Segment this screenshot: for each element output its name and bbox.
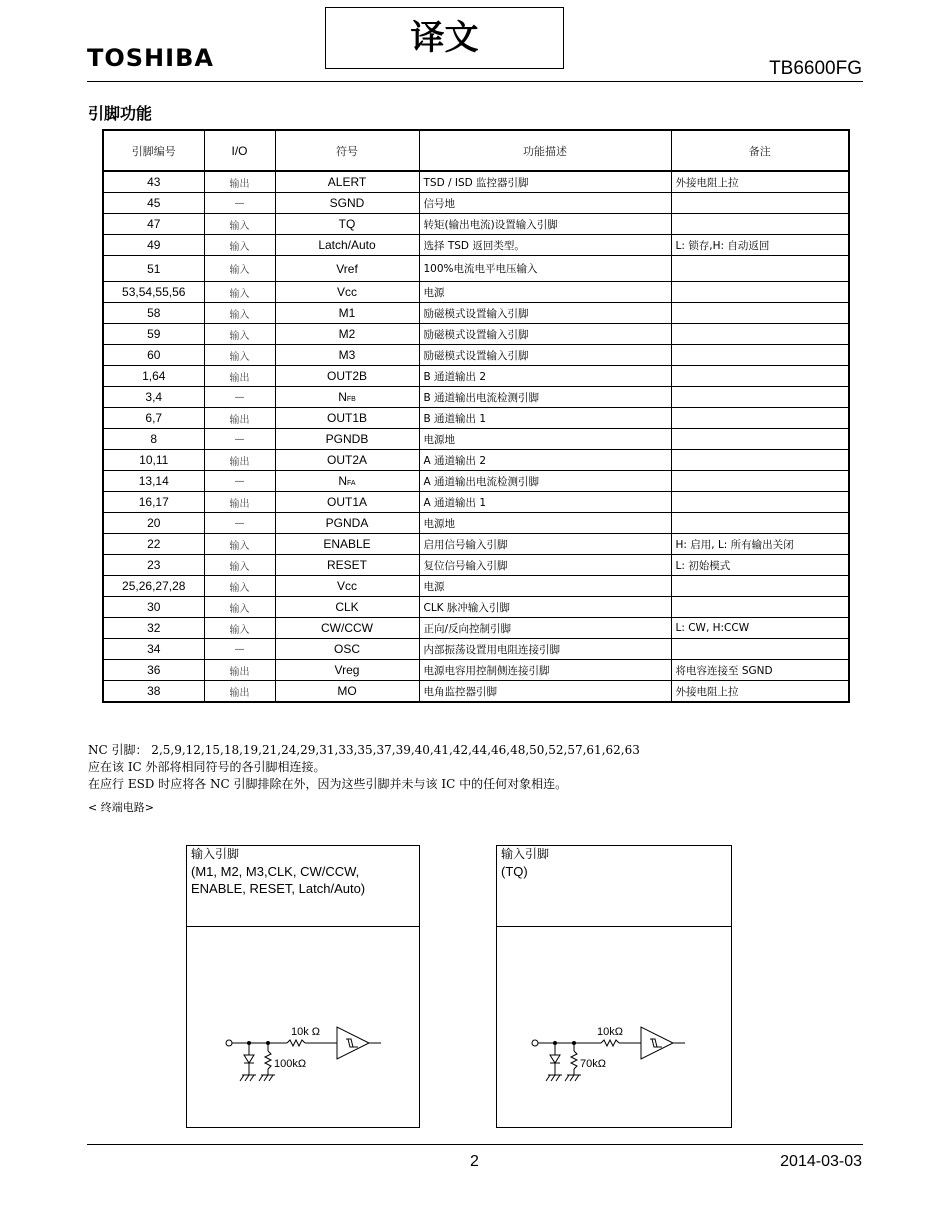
diode-icon [244,1055,254,1063]
series-resistor-label: 10k Ω [291,1026,321,1038]
symbol-cell: NFA [275,471,419,492]
symbol-cell: OUT1A [275,492,419,513]
table-row [103,681,849,703]
io-cell: 输入 [204,282,275,303]
input-terminal-icon [226,1040,232,1046]
remarks-cell: L: CW, H:CCW [671,618,849,639]
function-cell: 100%电流电平电压输入 [419,256,671,282]
table-row [103,345,849,366]
remarks-cell [671,324,849,345]
function-cell: B 通道输出 1 [419,408,671,429]
terminal-circuit-title: < 终端电路> [88,801,154,814]
function-cell: 复位信号输入引脚 [419,555,671,576]
pulldown-resistor-icon [265,1051,271,1069]
footer-divider [87,1144,863,1145]
function-cell: 励磁模式设置输入引脚 [419,324,671,345]
symbol-cell: OUT2B [275,366,419,387]
symbol-cell: M2 [275,324,419,345]
io-cell: 输出 [204,366,275,387]
io-cell: — [204,387,275,408]
symbol-cell: Latch/Auto [275,235,419,256]
section-title: 引脚功能 [88,104,153,123]
io-cell: — [204,429,275,450]
input-circuit-box-2 [496,845,732,1128]
table-row [103,597,849,618]
remarks-cell [671,303,849,324]
function-cell: TSD / ISD 监控器引脚 [419,171,671,193]
input-terminal-icon [532,1040,538,1046]
remarks-cell [671,387,849,408]
function-cell: 励磁模式设置输入引脚 [419,345,671,366]
io-cell: 输出 [204,171,275,193]
pin-number-cell: 30 [103,597,204,618]
table-row [103,282,849,303]
function-cell: 启用信号输入引脚 [419,534,671,555]
table-row [103,324,849,345]
io-cell: — [204,471,275,492]
table-row [103,214,849,235]
symbol-cell: M3 [275,345,419,366]
symbol-cell: Vreg [275,660,419,681]
table-row [103,534,849,555]
resistor-icon [287,1040,305,1046]
table-row [103,303,849,324]
remarks-cell: 将电容连接至 SGND [671,660,849,681]
same-symbol-note: 应在该 IC 外部将相同符号的各引脚相连接。 [88,760,326,774]
pulldown-resistor-label: 70kΩ [580,1058,606,1070]
remarks-cell [671,450,849,471]
pin-number-cell: 10,11 [103,450,204,471]
circuit-title: 输入引脚 [191,847,240,861]
function-cell: 内部振荡设置用电阻连接引脚 [419,639,671,660]
pin-number-cell: 45 [103,193,204,214]
circuit-header [187,846,419,927]
pin-number-cell: 36 [103,660,204,681]
symbol-cell: NFB [275,387,419,408]
function-cell: 电源地 [419,513,671,534]
remarks-cell: 外接电阻上拉 [671,681,849,703]
pin-number-cell: 60 [103,345,204,366]
pin-number-cell: 49 [103,235,204,256]
remarks-cell: 外接电阻上拉 [671,171,849,193]
pin-number-cell: 32 [103,618,204,639]
symbol-cell: ENABLE [275,534,419,555]
remarks-cell: L: 初始模式 [671,555,849,576]
io-cell: 输入 [204,345,275,366]
remarks-cell: H: 启用, L: 所有输出关闭 [671,534,849,555]
remarks-cell [671,256,849,282]
pin-number-cell: 6,7 [103,408,204,429]
resistor-icon [601,1040,619,1046]
table-row [103,235,849,256]
function-cell: 选择 TSD 返回类型。 [419,235,671,256]
table-row [103,193,849,214]
pin-number-cell: 53,54,55,56 [103,282,204,303]
symbol-cell: CW/CCW [275,618,419,639]
io-cell: — [204,513,275,534]
remarks-cell [671,429,849,450]
col-header-remarks: 备注 [671,130,849,171]
pulldown-resistor-icon [571,1051,577,1069]
circuit-header [497,846,731,927]
pin-number-cell: 22 [103,534,204,555]
remarks-cell [671,193,849,214]
schmitt-buffer-icon [641,1027,673,1059]
table-row [103,639,849,660]
schmitt-buffer-icon [337,1027,369,1059]
pin-number-cell: 43 [103,171,204,193]
function-cell: 电源 [419,576,671,597]
table-row [103,429,849,450]
remarks-cell: L: 锁存,H: 自动返回 [671,235,849,256]
table-row [103,513,849,534]
io-cell: 输出 [204,492,275,513]
pin-number-cell: 23 [103,555,204,576]
io-cell: 输出 [204,660,275,681]
table-body [103,171,849,702]
symbol-cell: M1 [275,303,419,324]
function-cell: 电角监控器引脚 [419,681,671,703]
function-cell: B 通道输出 2 [419,366,671,387]
pin-number-cell: 8 [103,429,204,450]
tq-circuit-schematic [497,927,731,1127]
symbol-cell: Vcc [275,576,419,597]
symbol-cell: OUT2A [275,450,419,471]
pin-number-cell: 20 [103,513,204,534]
io-cell: — [204,639,275,660]
io-cell: 输入 [204,618,275,639]
table-row [103,555,849,576]
io-cell: 输出 [204,681,275,703]
pin-number-cell: 59 [103,324,204,345]
table-row [103,387,849,408]
table-row [103,660,849,681]
function-cell: 电源地 [419,429,671,450]
circuit-pins-line1: (TQ) [501,864,528,879]
pin-number-cell: 47 [103,214,204,235]
table-row [103,471,849,492]
io-cell: 输入 [204,576,275,597]
symbol-cell: PGNDB [275,429,419,450]
remarks-cell [671,471,849,492]
col-header-io: I/O [204,130,275,171]
col-header-function: 功能描述 [419,130,671,171]
remarks-cell [671,597,849,618]
io-cell: 输入 [204,256,275,282]
remarks-cell [671,513,849,534]
table-row [103,366,849,387]
symbol-cell: MO [275,681,419,703]
remarks-cell [671,345,849,366]
function-cell: CLK 脉冲输入引脚 [419,597,671,618]
function-cell: 信号地 [419,193,671,214]
nc-pins-note: NC 引脚： 2,5,9,12,15,18,19,21,24,29,31,33,35,37,39,40,41,42,44,46,48,50,52,57,61,62,63 [88,743,640,757]
table-row [103,450,849,471]
symbol-cell: OSC [275,639,419,660]
pin-function-table [102,129,850,703]
table-row [103,256,849,282]
table-row [103,618,849,639]
function-cell: B 通道输出电流检测引脚 [419,387,671,408]
remarks-cell [671,639,849,660]
toshiba-logo: TOSHIBA [87,44,214,72]
symbol-cell: OUT1B [275,408,419,429]
remarks-cell [671,408,849,429]
pulldown-resistor-label: 100kΩ [274,1058,307,1070]
pin-number-cell: 16,17 [103,492,204,513]
io-cell: 输入 [204,555,275,576]
part-number: TB6600FG [769,58,862,79]
input-circuit-schematic [187,927,419,1127]
io-cell: 输入 [204,324,275,345]
symbol-cell: RESET [275,555,419,576]
table-row [103,408,849,429]
pin-number-cell: 13,14 [103,471,204,492]
translation-label: 译文 [325,7,564,69]
remarks-cell [671,492,849,513]
table-row [103,492,849,513]
symbol-cell: Vref [275,256,419,282]
symbol-cell: CLK [275,597,419,618]
pin-number-cell: 25,26,27,28 [103,576,204,597]
series-resistor-label: 10kΩ [597,1026,623,1038]
io-cell: 输入 [204,303,275,324]
circuit-pins-line1: (M1, M2, M3,CLK, CW/CCW, [191,864,360,879]
circuit-title: 输入引脚 [501,847,550,861]
function-cell: 正向/反向控制引脚 [419,618,671,639]
input-circuit-box-1 [186,845,420,1128]
col-header-pin: 引脚编号 [103,130,204,171]
symbol-cell: Vcc [275,282,419,303]
col-header-symbol: 符号 [275,130,419,171]
pin-number-cell: 3,4 [103,387,204,408]
io-cell: 输出 [204,408,275,429]
function-cell: 转矩(输出电流)设置输入引脚 [419,214,671,235]
remarks-cell [671,366,849,387]
page-number: 2 [470,1153,479,1170]
function-cell: 电源 [419,282,671,303]
remarks-cell [671,214,849,235]
document-date: 2014-03-03 [780,1153,862,1170]
header-divider [87,81,863,82]
io-cell: 输入 [204,534,275,555]
pin-number-cell: 58 [103,303,204,324]
remarks-cell [671,576,849,597]
esd-note: 在应行 ESD 时应将各 NC 引脚排除在外，因为这些引脚并未与该 IC 中的任何对象相连。 [88,777,568,791]
pin-number-cell: 38 [103,681,204,703]
table-row [103,171,849,193]
table-row [103,576,849,597]
symbol-cell: ALERT [275,171,419,193]
io-cell: 输入 [204,235,275,256]
function-cell: A 通道输出电流检测引脚 [419,471,671,492]
diode-icon [550,1055,560,1063]
function-cell: A 通道输出 1 [419,492,671,513]
function-cell: 电源电容用控制侧连接引脚 [419,660,671,681]
pin-number-cell: 51 [103,256,204,282]
pin-number-cell: 1,64 [103,366,204,387]
symbol-cell: PGNDA [275,513,419,534]
io-cell: — [204,193,275,214]
io-cell: 输出 [204,450,275,471]
circuit-pins-line2: ENABLE, RESET, Latch/Auto) [191,881,366,896]
function-cell: A 通道输出 2 [419,450,671,471]
function-cell: 励磁模式设置输入引脚 [419,303,671,324]
table-header-row [103,130,849,171]
symbol-cell: SGND [275,193,419,214]
pin-number-cell: 34 [103,639,204,660]
symbol-cell: TQ [275,214,419,235]
io-cell: 输入 [204,214,275,235]
notes-block [88,742,640,816]
remarks-cell [671,282,849,303]
io-cell: 输入 [204,597,275,618]
